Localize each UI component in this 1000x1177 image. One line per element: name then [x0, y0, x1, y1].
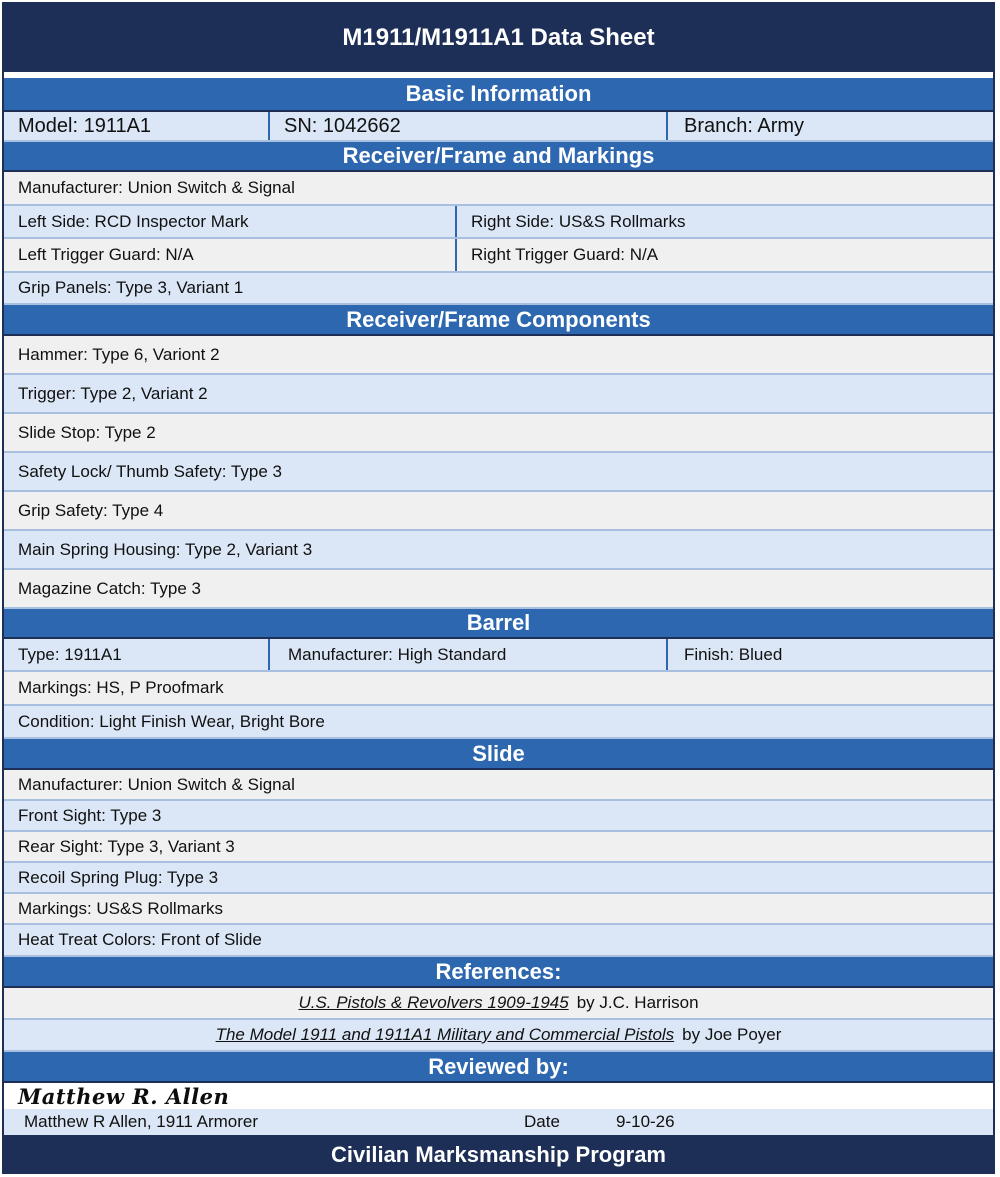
section-frame-components: Receiver/Frame Components: [4, 305, 993, 336]
component-row: [4, 531, 993, 570]
basic-info-row: [4, 112, 993, 142]
barrel-type: Type: 1911A1: [4, 639, 270, 670]
slide-heat-treat-colors: Heat Treat Colors: Front of Slide: [18, 930, 262, 949]
section-slide: Slide: [4, 739, 993, 770]
barrel-markings-row: [4, 672, 993, 706]
component-row: [4, 453, 993, 492]
receiver-manufacturer-row: [4, 172, 993, 206]
slide-row: [4, 801, 993, 832]
component-slide-stop: Slide Stop: Type 2: [18, 422, 156, 442]
section-barrel: Barrel: [4, 609, 993, 639]
reference-item: [4, 988, 993, 1018]
slide-row: [4, 894, 993, 925]
barrel-manufacturer: Manufacturer: High Standard: [270, 639, 668, 670]
slide-row: [4, 770, 993, 801]
reviewer-name: Matthew R Allen, 1911 Armorer: [24, 1112, 259, 1131]
right-side-marking: Right Side: US&S Rollmarks: [471, 211, 686, 231]
barrel-finish: Finish: Blued: [684, 644, 783, 664]
model-field: Model: 1911A1: [4, 112, 270, 140]
reference-row: [4, 988, 993, 1020]
reference-row: [4, 1020, 993, 1052]
trigger-guard-row: [4, 239, 993, 273]
section-basic-information: Basic Information: [4, 78, 993, 112]
page-title: M1911/M1911A1 Data Sheet: [4, 4, 993, 72]
reviewer-signature: Matthew R. Allen: [4, 1083, 993, 1109]
serial-number-field: SN: 1042662: [270, 112, 668, 140]
grip-panels: Grip Panels: Type 3, Variant 1: [18, 278, 244, 297]
slide-manufacturer: Manufacturer: Union Switch & Signal: [18, 774, 295, 794]
barrel-info-row: [4, 639, 993, 672]
slide-recoil-spring-plug: Recoil Spring Plug: Type 3: [18, 867, 219, 887]
side-markings-row: [4, 206, 993, 239]
data-sheet: [2, 2, 995, 1174]
component-magazine-catch: Magazine Catch: Type 3: [18, 578, 202, 598]
slide-front-sight: Front Sight: Type 3: [18, 805, 162, 825]
right-trigger-guard: Right Trigger Guard: N/A: [471, 245, 659, 264]
section-references: References:: [4, 957, 993, 988]
component-thumb-safety: Safety Lock/ Thumb Safety: Type 3: [18, 461, 282, 481]
receiver-manufacturer: Manufacturer: Union Switch & Signal: [18, 178, 295, 197]
grip-panels-row: [4, 273, 993, 305]
component-row: [4, 375, 993, 414]
reference-item: [4, 1020, 993, 1050]
section-reviewed-by: Reviewed by:: [4, 1052, 993, 1083]
slide-row: [4, 863, 993, 894]
component-hammer: Hammer: Type 6, Variont 2: [18, 344, 220, 364]
branch-field: Branch: Army: [684, 114, 805, 137]
reference-author: by J.C. Harrison: [576, 993, 699, 1012]
component-main-spring-housing: Main Spring Housing: Type 2, Variant 3: [18, 539, 313, 559]
slide-row: [4, 832, 993, 863]
reference-title: The Model 1911 and 1911A1 Military and Commercial Pistols: [215, 1025, 675, 1044]
component-row: [4, 570, 993, 609]
component-row: [4, 414, 993, 453]
review-date: 9-10-26: [616, 1112, 675, 1131]
date-label: Date: [524, 1112, 560, 1131]
slide-row: [4, 925, 993, 957]
reference-title: U.S. Pistols & Revolvers 1909-1945: [298, 993, 569, 1012]
reviewer-info-row: [4, 1109, 993, 1135]
component-row: [4, 492, 993, 531]
component-trigger: Trigger: Type 2, Variant 2: [18, 383, 208, 403]
left-trigger-guard: Left Trigger Guard: N/A: [4, 239, 457, 271]
section-receiver-markings: Receiver/Frame and Markings: [4, 142, 993, 172]
slide-markings: Markings: US&S Rollmarks: [18, 898, 223, 918]
footer-organization: Civilian Marksmanship Program: [4, 1135, 993, 1174]
component-grip-safety: Grip Safety: Type 4: [18, 500, 164, 520]
left-side-marking: Left Side: RCD Inspector Mark: [4, 206, 457, 237]
barrel-markings: Markings: HS, P Proofmark: [18, 678, 224, 697]
barrel-condition-row: [4, 706, 993, 739]
component-row: [4, 336, 993, 375]
reference-author: by Joe Poyer: [682, 1025, 782, 1044]
barrel-condition: Condition: Light Finish Wear, Bright Bore: [18, 711, 325, 731]
slide-rear-sight: Rear Sight: Type 3, Variant 3: [18, 836, 235, 856]
